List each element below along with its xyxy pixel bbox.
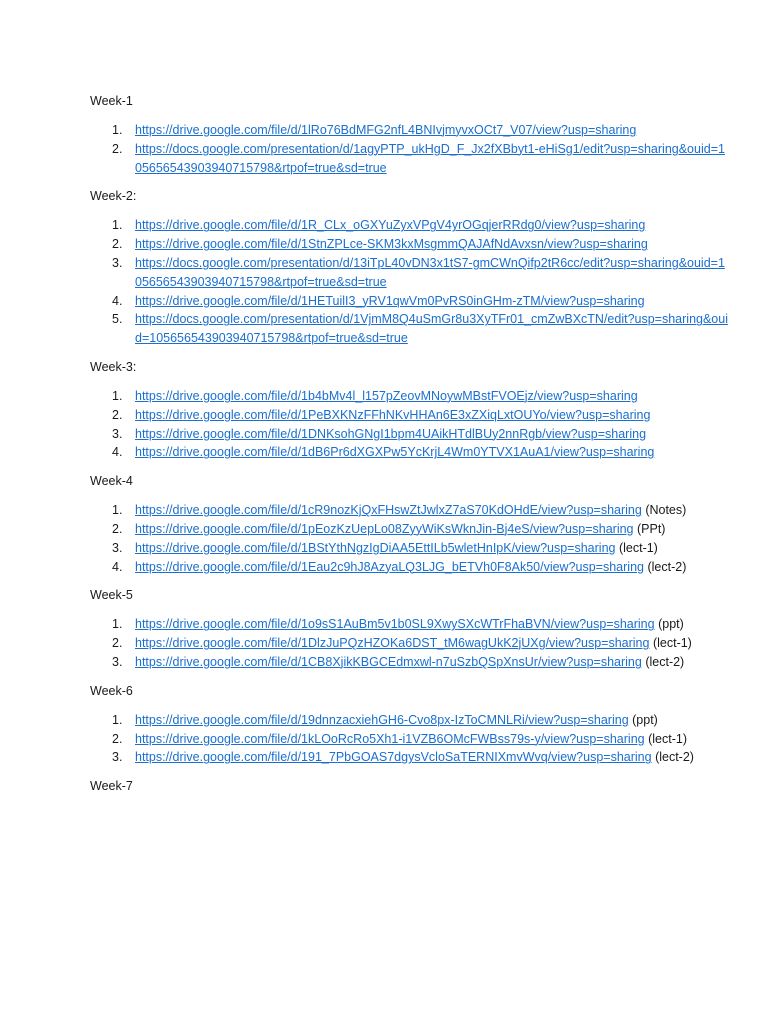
drive-link[interactable]: https://drive.google.com/file/d/1Eau2c9hJ8AzyaLQ3LJG_bETVh0F8Ak50/view?usp=sharing	[135, 559, 644, 574]
drive-link[interactable]: https://drive.google.com/file/d/1pEozKzUepLo08ZyyWiKsWknJin-Bj4eS/view?usp=sharing	[135, 521, 634, 536]
list-item	[90, 254, 730, 292]
item-number: 4.	[112, 559, 123, 574]
drive-link[interactable]: https://drive.google.com/file/d/1CB8XjikKBGCEdmxwl-n7uSzbQSpXnsUr/view?usp=sharing	[135, 654, 642, 669]
item-number: 2.	[112, 731, 123, 746]
drive-link[interactable]: https://drive.google.com/file/d/1kLOoRcRo5Xh1-i1VZB6OMcFWBss79s-y/view?usp=sharing	[135, 731, 645, 746]
week-heading: Week-3:	[90, 359, 137, 374]
list-item	[90, 615, 730, 634]
drive-link[interactable]: https://drive.google.com/file/d/1R_CLx_oGXYuZyxVPgV4yrOGqjerRRdg0/view?usp=sharing	[135, 218, 646, 233]
drive-link[interactable]: https://drive.google.com/file/d/191_7PbGOAS7dgysVcloSaTERNIXmvWvq/view?usp=sharing	[135, 750, 652, 765]
item-note: (ppt)	[658, 617, 684, 632]
week-1-section	[90, 93, 768, 177]
item-note: (lect-1)	[648, 731, 687, 746]
list-item	[90, 539, 730, 558]
link-list	[90, 711, 768, 767]
item-number: 3.	[112, 255, 123, 270]
item-number: 3.	[112, 426, 123, 441]
list-item	[90, 730, 730, 749]
link-list	[90, 121, 768, 177]
item-note: (lect-1)	[618, 540, 658, 555]
list-item	[90, 520, 730, 539]
item-number: 2.	[112, 521, 123, 536]
list-item	[90, 634, 730, 653]
week-7-section	[90, 778, 768, 795]
link-list	[90, 216, 768, 348]
item-number: 5.	[112, 312, 123, 327]
drive-link[interactable]: https://drive.google.com/file/d/1cR9nozKjQxFHswZtJwlxZ7aS70KdOHdE/view?usp=sharing	[135, 503, 642, 518]
item-note: (lect-2)	[655, 750, 694, 765]
item-note: (lect-2)	[647, 559, 687, 574]
drive-link[interactable]: https://drive.google.com/file/d/1PeBXKNzFFhNKvHHAn6E3xZXiqLxtOUYo/view?usp=sharing	[135, 407, 651, 422]
week-heading: Week-6	[90, 683, 133, 698]
week-heading: Week-7	[90, 779, 133, 794]
list-item	[90, 121, 730, 140]
week-2-section	[90, 188, 768, 348]
item-number: 3.	[112, 654, 123, 669]
week-heading: Week-1	[90, 94, 133, 108]
item-number: 3.	[112, 540, 123, 555]
list-item	[90, 292, 730, 311]
item-number: 1.	[112, 123, 123, 137]
week-heading: Week-5	[90, 588, 133, 603]
week-heading: Week-4	[90, 474, 133, 489]
item-number: 4.	[112, 445, 123, 460]
drive-link[interactable]: https://drive.google.com/file/d/19dnnzacxiehGH6-Cvo8px-IzToCMNLRi/view?usp=sharing	[135, 712, 629, 727]
item-number: 1.	[112, 218, 123, 233]
item-note: (ppt)	[632, 712, 658, 727]
item-number: 2.	[112, 407, 123, 422]
link-list	[90, 387, 768, 462]
link-list	[90, 501, 768, 576]
item-number: 1.	[112, 712, 123, 727]
item-note: (lect-1)	[652, 636, 692, 651]
drive-link[interactable]: https://drive.google.com/file/d/1b4bMv4l_l157pZeovMNoywMBstFVOEjz/view?usp=sharing	[135, 388, 638, 403]
list-item	[90, 558, 730, 577]
item-number: 2.	[112, 141, 123, 156]
item-number: 2.	[112, 237, 123, 252]
week-6-section	[90, 683, 768, 767]
item-number: 1.	[112, 388, 123, 403]
presentation-link[interactable]: https://docs.google.com/presentation/d/13iTpL40vDN3x1tS7-gmCWnQifp2tR6cc/edit?usp=sharing&ouid=105656543903940715798&rtpof=true&sd=true	[135, 255, 725, 289]
item-note: (lect-2)	[645, 654, 685, 669]
list-item	[90, 387, 730, 406]
list-item	[90, 310, 730, 348]
list-item	[90, 653, 730, 672]
item-number: 4.	[112, 293, 123, 308]
drive-link[interactable]: https://drive.google.com/file/d/1StnZPLce-SKM3kxMsgmmQAJAfNdAvxsn/view?usp=sharing	[135, 237, 648, 252]
list-item	[90, 443, 730, 462]
week-heading: Week-2:	[90, 189, 137, 204]
item-number: 1.	[112, 617, 123, 632]
list-item	[90, 711, 730, 730]
list-item	[90, 406, 730, 425]
link-list	[90, 615, 768, 671]
drive-link[interactable]: https://drive.google.com/file/d/1DNKsohGNgI1bpm4UAikHTdlBUy2nnRgb/view?usp=sharing	[135, 426, 647, 441]
list-item	[90, 235, 730, 254]
list-item	[90, 425, 730, 444]
drive-link[interactable]: https://drive.google.com/file/d/1lRo76BdMFG2nfL4BNIvjmyvxOCt7_V07/view?usp=sharing	[135, 123, 637, 137]
week-3-section	[90, 359, 768, 462]
list-item	[90, 140, 730, 178]
drive-link[interactable]: https://drive.google.com/file/d/1HETuilI3_yRV1qwVm0PvRS0inGHm-zTM/view?usp=sharing	[135, 293, 645, 308]
item-number: 3.	[112, 750, 123, 765]
drive-link[interactable]: https://drive.google.com/file/d/1o9sS1AuBm5v1b0SL9XwySXcWTrFhaBVN/view?usp=sharing	[135, 617, 655, 632]
item-note: (Notes)	[645, 503, 687, 518]
list-item	[90, 216, 730, 235]
list-item	[90, 748, 730, 767]
week-4-section	[90, 473, 768, 576]
item-number: 2.	[112, 636, 123, 651]
item-number: 1.	[112, 503, 123, 518]
list-item	[90, 501, 730, 520]
presentation-link[interactable]: https://docs.google.com/presentation/d/1agyPTP_ukHgD_F_Jx2fXBbyt1-eHiSg1/edit?usp=sharing&ouid=105656543903940715798&rtpof=true&sd=true	[135, 141, 725, 175]
drive-link[interactable]: https://drive.google.com/file/d/1BStYthNgzIgDiAA5EttILb5wletHnIpK/view?usp=sharing	[135, 540, 616, 555]
presentation-link[interactable]: https://docs.google.com/presentation/d/1VjmM8Q4uSmGr8u3XyTFr01_cmZwBXcTN/edit?usp=sharing&ouid=105656543903940715798&rtpof=true&sd=true	[135, 312, 728, 346]
drive-link[interactable]: https://drive.google.com/file/d/1DlzJuPQzHZOKa6DST_tM6wagUkK2jUXg/view?usp=sharing	[135, 636, 650, 651]
item-note: (PPt)	[637, 521, 666, 536]
drive-link[interactable]: https://drive.google.com/file/d/1dB6Pr6dXGXPw5YcKrjL4Wm0YTVX1AuA1/view?usp=sharing	[135, 445, 655, 460]
week-5-section	[90, 587, 768, 671]
